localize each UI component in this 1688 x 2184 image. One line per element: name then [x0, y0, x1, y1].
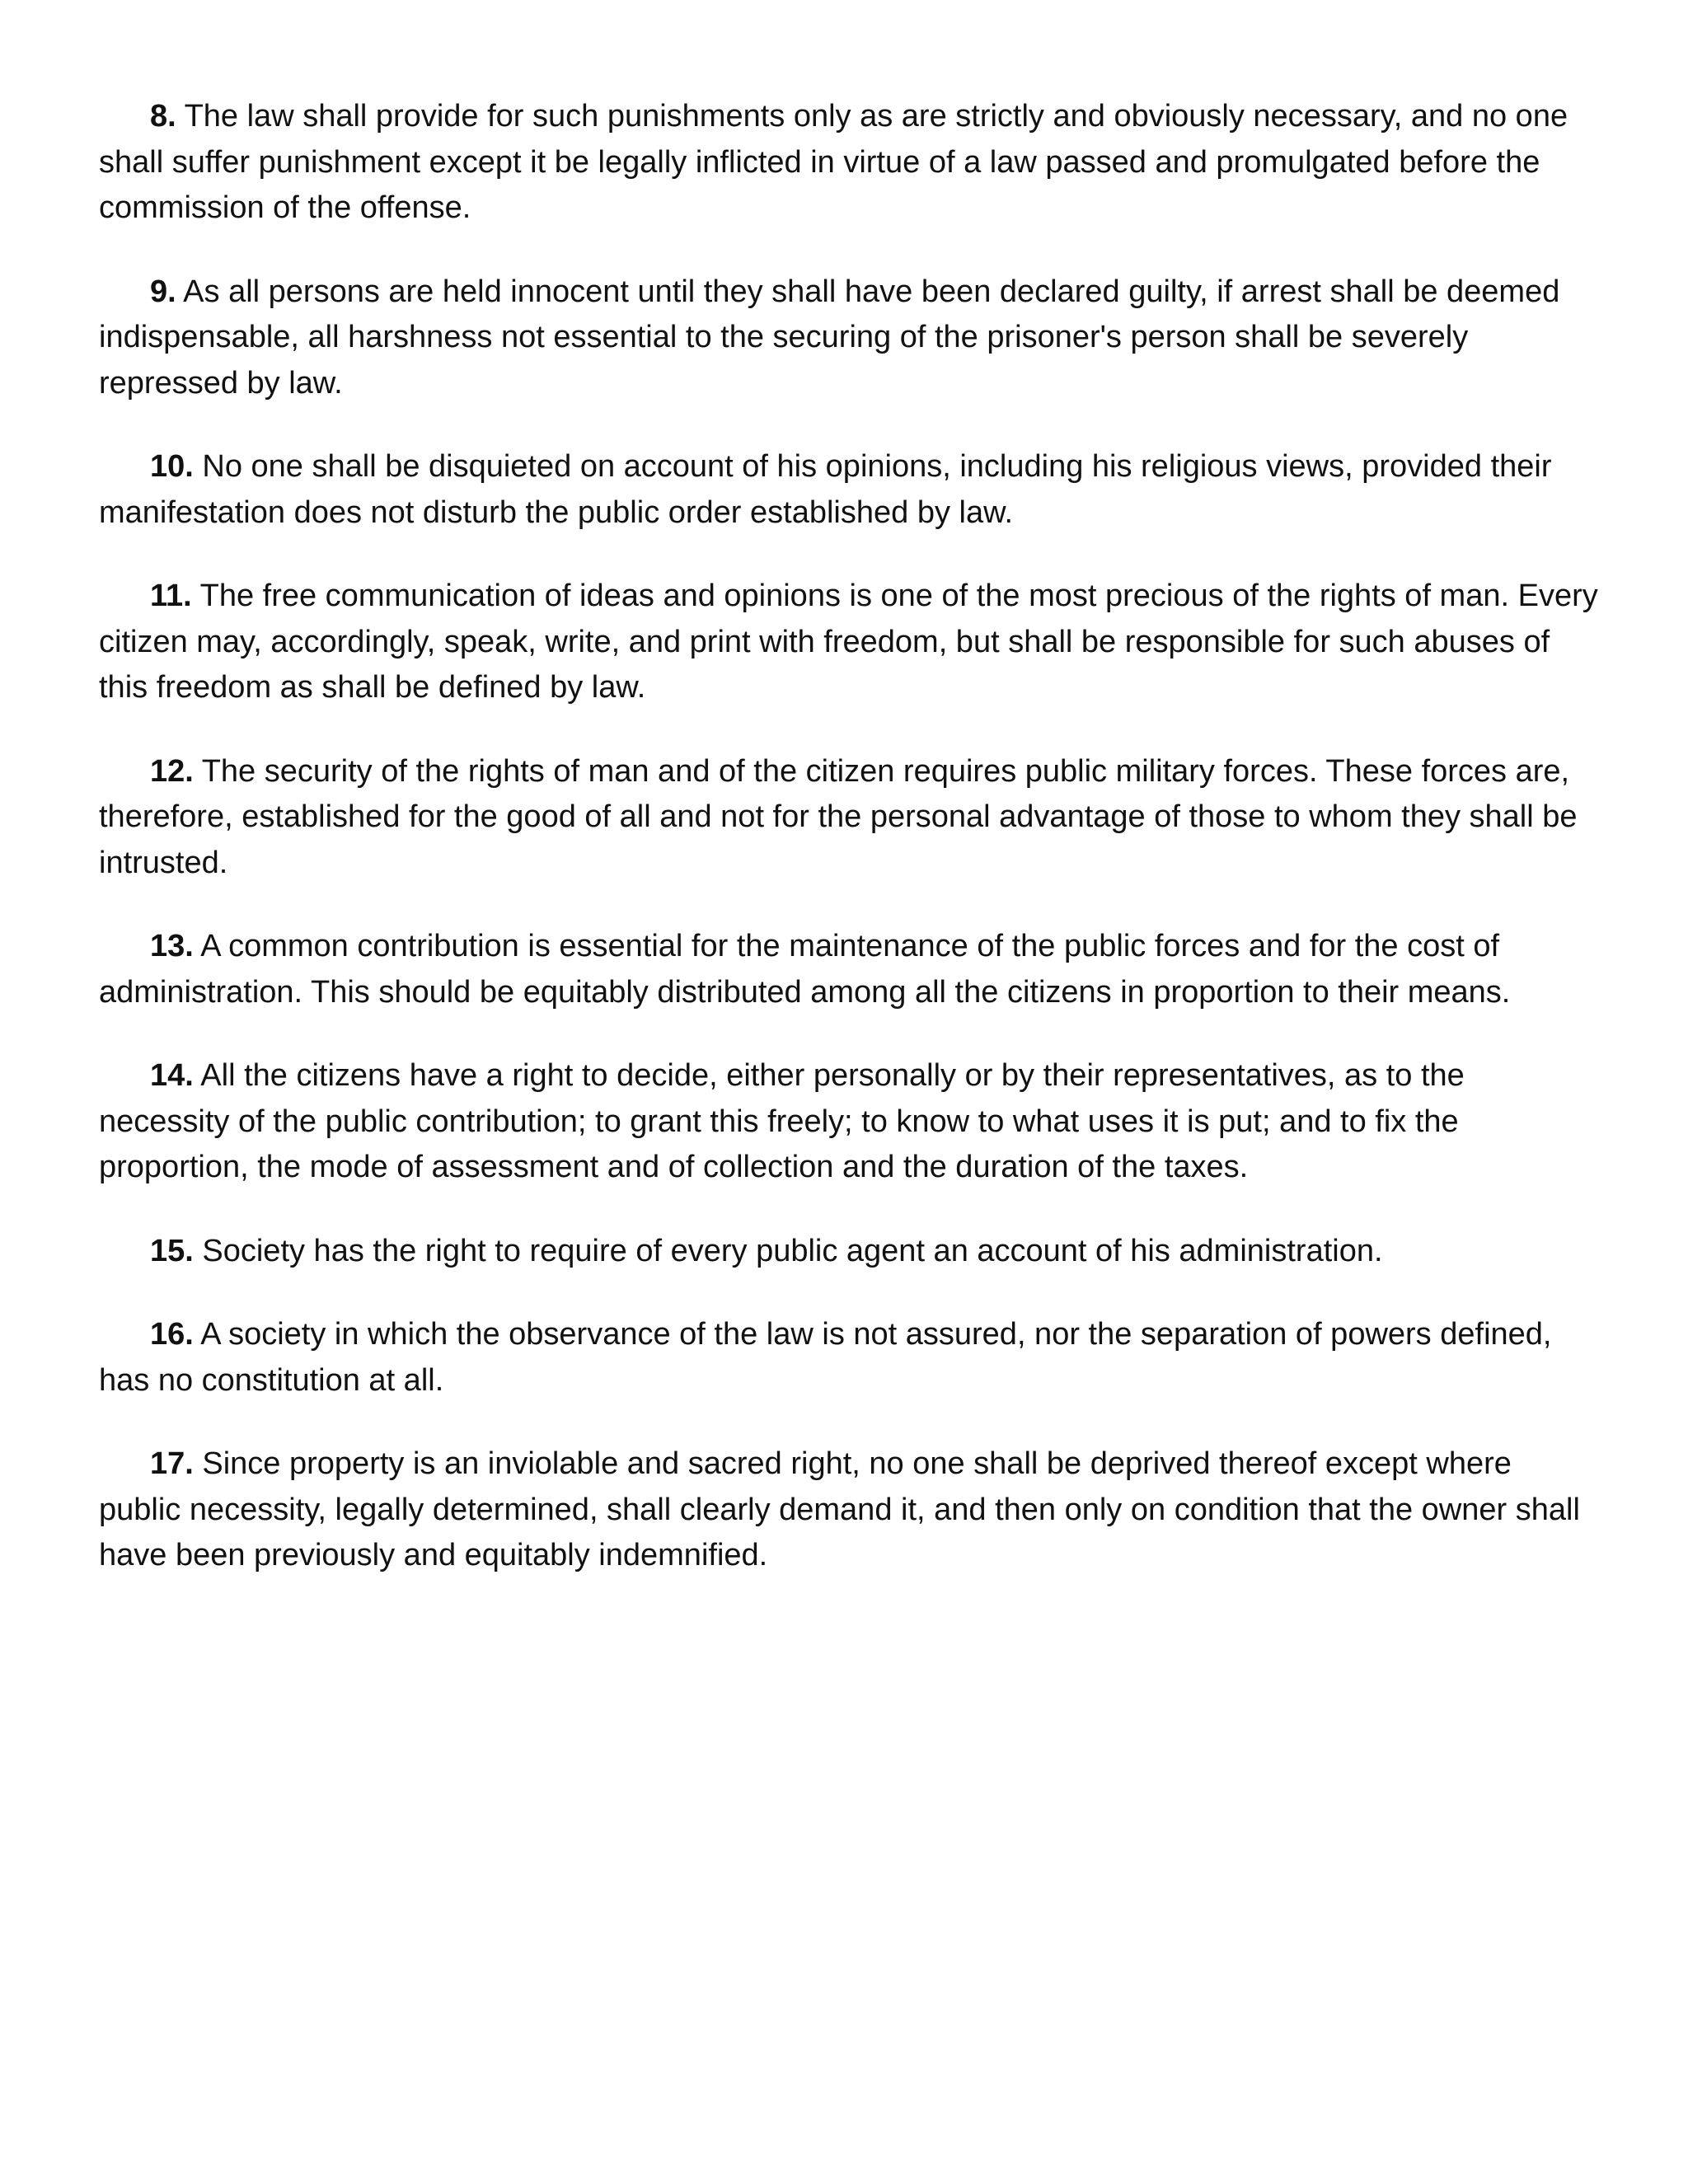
article-15 — [99, 1229, 1599, 1275]
article-number: 15. — [150, 1233, 194, 1268]
article-10 — [99, 444, 1599, 536]
article-text: Society has the right to require of every public agent an account of his administration. — [193, 1233, 1383, 1268]
article-text: The free communication of ideas and opinions is one of the most precious of the rights of man. Every citizen may, accordingly, speak, write, and print with freedom, but shall be responsible for such abuses of this freedom as shall be defined by law. — [99, 579, 1598, 705]
article-13 — [99, 924, 1599, 1015]
article-17 — [99, 1441, 1599, 1579]
article-11 — [99, 574, 1599, 711]
article-16 — [99, 1312, 1599, 1404]
article-8 — [99, 94, 1599, 232]
article-text: The law shall provide for such punishments only as are strictly and obviously necessary, and no one shall suffer punishment except it be legally inflicted in virtue of a law passed and promulgated before the commission of the offense. — [99, 99, 1568, 225]
article-number: 12. — [150, 753, 194, 789]
article-number: 17. — [150, 1446, 194, 1481]
article-text: A society in which the observance of the law is not assured, nor the separation of powers defined, has no constitution at all. — [99, 1317, 1552, 1398]
article-number: 16. — [150, 1317, 194, 1352]
article-number: 8. — [150, 99, 176, 134]
article-text: No one shall be disquieted on account of his opinions, including his religious views, provided their manifestation does not disturb the public order established by law. — [99, 449, 1552, 530]
article-number: 9. — [150, 274, 176, 309]
article-text: Since property is an inviolable and sacred right, no one shall be deprived thereof except where public necessity, legally determined, shall clearly demand it, and then only on condition that the owner shall have been previously and equitably indemnified. — [99, 1446, 1580, 1572]
article-text: All the citizens have a right to decide, either personally or by their representatives, as to the necessity of the public contribution; to grant this freely; to know to what uses it is put; and to fix the proportion, the mode of assessment and of collection and the duration of the taxes. — [99, 1058, 1465, 1184]
article-12 — [99, 749, 1599, 887]
article-text: As all persons are held innocent until they shall have been declared guilty, if arrest shall be deemed indispensable, all harshness not essential to the securing of the prisoner's person shall be severely repressed by law. — [99, 274, 1560, 401]
article-number: 10. — [150, 449, 194, 484]
article-14 — [99, 1053, 1599, 1191]
article-number: 11. — [150, 579, 192, 613]
article-text: A common contribution is essential for the maintenance of the public forces and for the cost of administration. This should be equitably distributed among all the citizens in proportion to their means. — [99, 929, 1511, 1010]
article-number: 14. — [150, 1058, 194, 1093]
article-number: 13. — [150, 929, 194, 963]
articles-body — [99, 94, 1599, 1617]
article-9 — [99, 269, 1599, 407]
article-text: The security of the rights of man and of the citizen requires public military forces. These forces are, therefore, established for the good of all and not for the personal advantage of those to whom they shall be intrusted. — [99, 753, 1578, 880]
